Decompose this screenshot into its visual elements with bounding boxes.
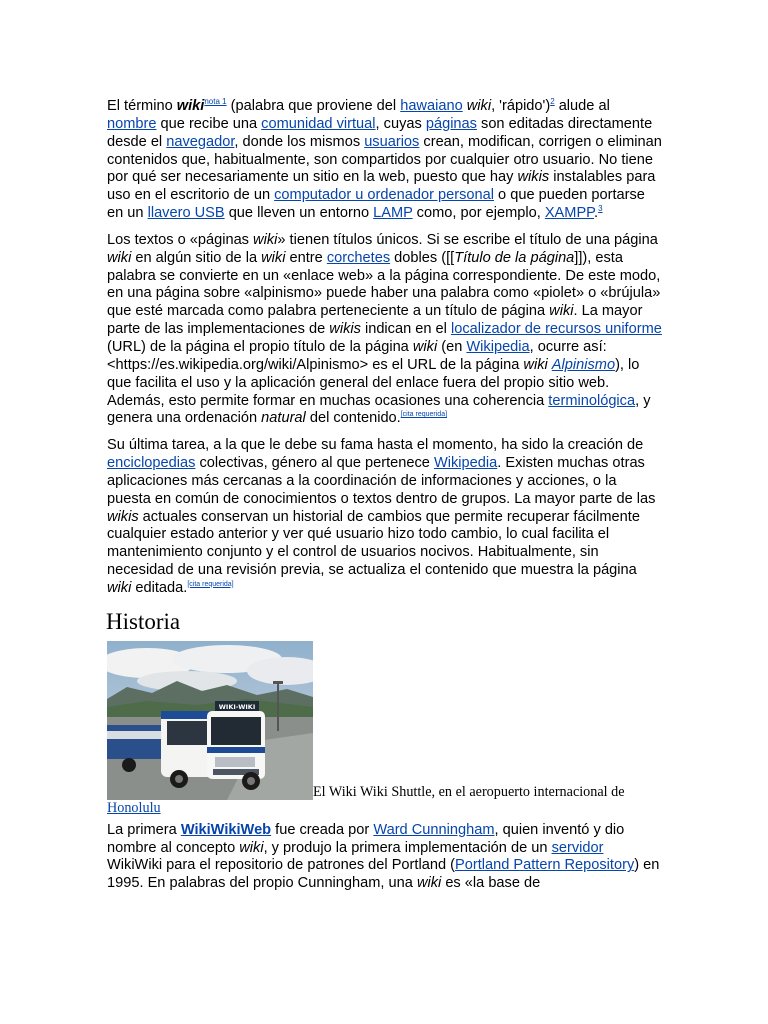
cita-requerida-link[interactable]: [cita requerida] <box>187 580 234 588</box>
text: (en <box>437 338 467 355</box>
navegador-link[interactable]: navegador <box>166 133 235 150</box>
text: , y produjo la primera implementación de un <box>263 839 552 856</box>
wiki-italic: wiki <box>416 875 442 892</box>
titulo-italic: Título de la página <box>454 249 575 266</box>
honolulu-link[interactable]: Honolulu <box>107 799 161 816</box>
wikis-italic: wikis <box>107 508 139 525</box>
text: (palabra que proviene del <box>226 98 401 114</box>
text: como, por ejemplo, <box>412 205 545 222</box>
text: , ocurre así: <https://es.wikipedia.org/wiki/Alpinismo> es el URL de la página <box>107 338 607 373</box>
computador-link[interactable]: computador u ordenador personal <box>274 187 494 204</box>
text: dobles ([[ <box>390 249 455 266</box>
text: ) en 1995. En palabras del propio Cunningham, una <box>107 857 660 892</box>
ward-cunningham-link[interactable]: Ward Cunningham <box>373 821 495 838</box>
text: crean, modifican, corrigen o eliminan contenidos que, habitualmente, son compartidos por cualquier otro usuario. No tiene por qué ser necesariamente un sitio en la web, puesto que hay <box>107 133 662 186</box>
text: indican en el <box>360 321 451 338</box>
lamp-link[interactable]: LAMP <box>373 205 413 222</box>
wiki-wiki-shuttle-photo <box>107 641 313 800</box>
wiki-italic: wiki <box>239 839 264 856</box>
alpinismo-link[interactable]: Alpinismo <box>551 356 616 373</box>
terminologica-link[interactable]: terminológica <box>548 392 636 409</box>
text: , cuyas <box>375 115 426 132</box>
wiki-italic: wiki <box>412 338 438 355</box>
note-1-link[interactable]: nota 1 <box>204 97 227 106</box>
text: que lleven un entorno <box>224 205 374 222</box>
nombre-link[interactable]: nombre <box>107 115 157 132</box>
ref-3-link[interactable]: 3 <box>598 204 603 214</box>
text: actuales conservan un historial de cambios que permite recuperar fácilmente cualquier estado anterior y ver qué usuario hizo todo cambio, lo cual facilita el mantenimiento conjunto y el control de usuarios nocivos. Habitualmente, sin necesidad de una revisión previa, se actualiza el contenido que muestra la página <box>107 508 640 579</box>
text: , y genera una ordenación <box>107 392 651 427</box>
url-link[interactable]: localizador de recursos uniforme <box>450 321 662 338</box>
corchetes-link[interactable]: corchetes <box>326 249 391 266</box>
xampp-link[interactable]: XAMPP <box>544 205 595 222</box>
wikis-italic: wikis <box>329 321 361 338</box>
natural-italic: natural <box>261 410 306 427</box>
text: son editadas directamente desde el <box>107 115 653 150</box>
wiki-italic: wiki <box>523 356 548 373</box>
text: Su última tarea, a la que le debe su fama hasta el momento, ha sido la creación de <box>107 437 644 454</box>
wikis-italic: wikis <box>517 169 550 186</box>
text: ]]), esta palabra se convierte en un «enlace web» a la página correspondiente. De este modo, en una página sobre «alpinismo» puede haber una palabra como «piolet» o «brújula» que esté marcada como palabra perteneciente a un título de página <box>107 249 661 320</box>
usuarios-link[interactable]: usuarios <box>364 133 420 150</box>
text: editada. <box>131 579 188 596</box>
text: del contenido. <box>305 410 401 427</box>
text: . La mayor parte de las implementaciones de <box>107 303 643 338</box>
text: , donde los mismos <box>234 133 365 150</box>
text: o que pueden portarse en un <box>107 187 645 222</box>
text: (URL) de la página el propio título de la página <box>107 338 413 355</box>
text: . <box>594 205 599 222</box>
ref-2-link[interactable]: 2 <box>550 97 555 106</box>
llavero-usb-link[interactable]: llavero USB <box>147 205 225 222</box>
text: ), lo que facilita el uso y la aplicación general del enlace fuera del propio sitio web. Además, esto permite formar en muchas ocasiones una coherencia <box>107 356 640 409</box>
article-body <box>107 98 662 902</box>
wikipedia-link[interactable]: Wikipedia <box>433 455 498 472</box>
wikiwikiweb-link[interactable]: WikiWikiWeb <box>180 821 272 838</box>
comunidad-virtual-link[interactable]: comunidad virtual <box>261 115 376 132</box>
figure-caption: El Wiki Wiki Shuttle, en el aeropuerto internacional de <box>313 783 625 800</box>
text: , 'rápido') <box>491 98 551 114</box>
servidor-link[interactable]: servidor <box>551 839 604 856</box>
wikipedia-link[interactable]: Wikipedia <box>466 338 530 355</box>
paragraph-task <box>107 437 662 598</box>
wiki-italic: wiki <box>107 579 132 596</box>
text: es «la base de <box>441 875 541 892</box>
wiki-italic: wiki <box>549 303 574 320</box>
text: WikiWiki para el repositorio de patrones del Portland ( <box>107 857 455 874</box>
text: . Existen muchas otras aplicaciones más cercanas a la coordinación de informaciones y acciones, o la puesta en común de conocimientos o textos dentro de grupos. La mayor parte de las <box>107 455 656 507</box>
portland-pattern-repository-link[interactable]: Portland Pattern Repository <box>454 857 635 874</box>
text: , quien inventó y dio nombre al concepto <box>107 821 625 856</box>
paginas-link[interactable]: páginas <box>425 115 477 132</box>
term-wiki: wiki <box>176 98 205 114</box>
text: fue creada por <box>271 821 374 838</box>
text: Los textos o «páginas <box>107 231 254 248</box>
text: en algún sitio de la <box>131 249 262 266</box>
text: colectivas, género al que pertenece <box>195 455 434 472</box>
paragraph-titles <box>107 232 662 428</box>
figure <box>107 641 662 816</box>
wiki-italic: wiki <box>261 249 286 266</box>
text: alude al <box>554 98 610 114</box>
hawaiano-link[interactable]: hawaiano <box>400 98 463 114</box>
text: instalables para uso en el escritorio de un <box>107 169 656 204</box>
text: El término <box>107 98 177 114</box>
text: que recibe una <box>156 115 262 132</box>
wiki-italic: wiki <box>466 98 492 114</box>
text: La primera <box>107 821 181 838</box>
cita-requerida-link[interactable]: [cita requerida] <box>400 411 448 419</box>
section-heading-historia: Historia <box>106 608 181 634</box>
text: entre <box>285 249 327 266</box>
wiki-italic: wiki <box>107 249 132 266</box>
paragraph-intro <box>107 98 662 223</box>
paragraph-history <box>107 822 662 893</box>
shuttle-sign-text: WIKI-WIKI <box>218 702 256 711</box>
enciclopedias-link[interactable]: enciclopedias <box>107 455 196 472</box>
text: » tienen títulos únicos. Si se escribe el título de una página <box>277 231 658 248</box>
wiki-italic: wiki <box>253 231 278 248</box>
